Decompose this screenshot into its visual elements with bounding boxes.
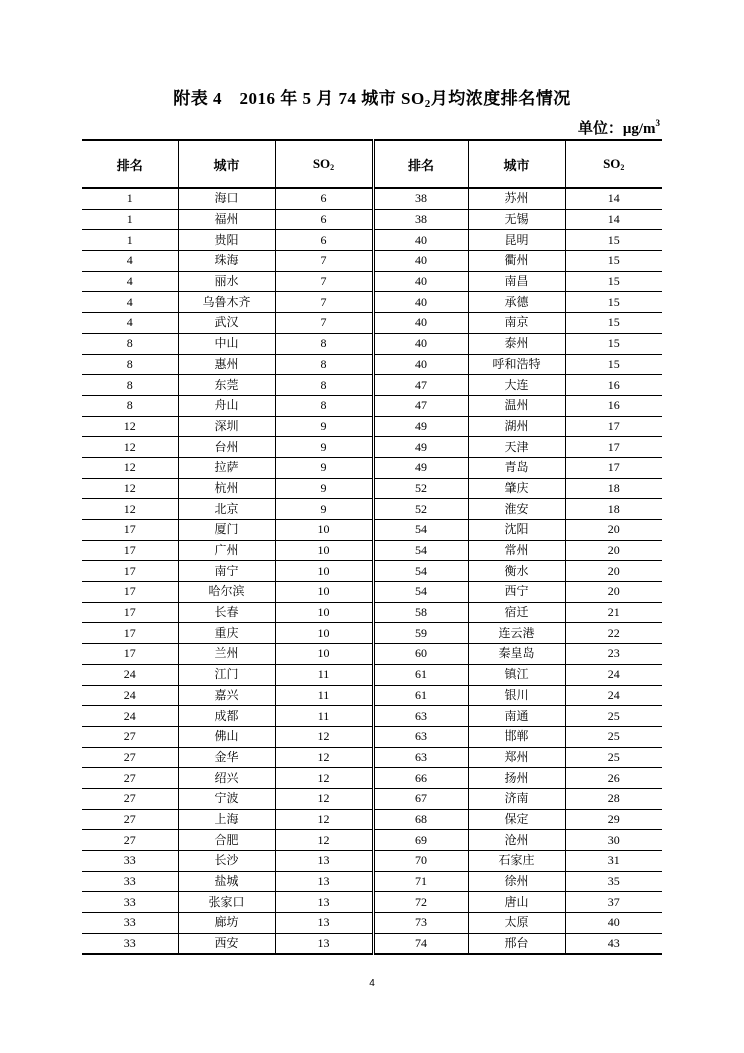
right-city-cell: 邢台 (468, 933, 565, 954)
right-city-cell: 承德 (468, 292, 565, 313)
left-rank-cell: 12 (82, 478, 178, 499)
right-rank-cell: 63 (373, 706, 468, 727)
left-city-cell: 贵阳 (178, 230, 275, 251)
right-city-cell: 石家庄 (468, 851, 565, 872)
right-so2-cell: 37 (565, 892, 662, 913)
left-rank-cell: 17 (82, 582, 178, 603)
left-city-cell: 兰州 (178, 644, 275, 665)
right-so2-cell: 15 (565, 230, 662, 251)
right-rank-cell: 47 (373, 375, 468, 396)
table-row (82, 457, 662, 478)
left-city-cell: 惠州 (178, 354, 275, 375)
left-so2-cell: 12 (275, 747, 373, 768)
ranking-table (82, 139, 662, 955)
right-so2-cell: 26 (565, 768, 662, 789)
table-row (82, 561, 662, 582)
left-so2-cell: 11 (275, 685, 373, 706)
table-row (82, 809, 662, 830)
right-city-cell: 银川 (468, 685, 565, 706)
right-city-cell: 昆明 (468, 230, 565, 251)
left-so2-cell: 12 (275, 830, 373, 851)
left-city-cell: 张家口 (178, 892, 275, 913)
right-so2-cell: 15 (565, 292, 662, 313)
left-city-cell: 中山 (178, 333, 275, 354)
left-rank-cell: 1 (82, 188, 178, 209)
left-city-cell: 绍兴 (178, 768, 275, 789)
left-rank-cell: 33 (82, 913, 178, 934)
table-row (82, 685, 662, 706)
left-city-cell: 广州 (178, 540, 275, 561)
unit-text: 单位：μg/m (577, 121, 656, 137)
left-rank-cell: 8 (82, 395, 178, 416)
left-city-cell: 嘉兴 (178, 685, 275, 706)
right-so2-cell: 15 (565, 354, 662, 375)
right-rank-cell: 61 (373, 664, 468, 685)
left-rank-cell: 4 (82, 271, 178, 292)
right-city-cell: 沧州 (468, 830, 565, 851)
right-rank-cell: 70 (373, 851, 468, 872)
table-row (82, 354, 662, 375)
left-so2-cell: 10 (275, 623, 373, 644)
left-so2-cell: 8 (275, 375, 373, 396)
right-so2-cell: 25 (565, 726, 662, 747)
left-so2-cell: 11 (275, 664, 373, 685)
left-city-cell: 北京 (178, 499, 275, 520)
right-rank-cell: 54 (373, 520, 468, 541)
right-city-cell: 西宁 (468, 582, 565, 603)
left-so2-cell: 12 (275, 768, 373, 789)
table-row (82, 499, 662, 520)
table-row (82, 230, 662, 251)
left-rank-cell: 12 (82, 416, 178, 437)
left-city-cell: 武汉 (178, 313, 275, 334)
right-city-cell: 太原 (468, 913, 565, 934)
table-row (82, 726, 662, 747)
header-city-left: 城市 (178, 140, 275, 188)
right-so2-cell: 16 (565, 375, 662, 396)
right-city-cell: 淮安 (468, 499, 565, 520)
table-row (82, 333, 662, 354)
left-so2-cell: 8 (275, 395, 373, 416)
right-rank-cell: 40 (373, 292, 468, 313)
right-rank-cell: 58 (373, 602, 468, 623)
header-so2-text: SO (603, 156, 621, 171)
left-so2-cell: 12 (275, 788, 373, 809)
right-so2-cell: 15 (565, 251, 662, 272)
right-city-cell: 南通 (468, 706, 565, 727)
left-rank-cell: 17 (82, 520, 178, 541)
right-so2-cell: 20 (565, 520, 662, 541)
left-rank-cell: 27 (82, 830, 178, 851)
right-city-cell: 郑州 (468, 747, 565, 768)
right-so2-cell: 17 (565, 437, 662, 458)
right-city-cell: 南京 (468, 313, 565, 334)
left-rank-cell: 33 (82, 933, 178, 954)
right-rank-cell: 40 (373, 271, 468, 292)
table-row (82, 437, 662, 458)
table-row (82, 768, 662, 789)
right-rank-cell: 63 (373, 747, 468, 768)
left-city-cell: 佛山 (178, 726, 275, 747)
right-rank-cell: 38 (373, 209, 468, 230)
left-city-cell: 上海 (178, 809, 275, 830)
right-rank-cell: 40 (373, 230, 468, 251)
table-row (82, 664, 662, 685)
left-rank-cell: 27 (82, 809, 178, 830)
left-rank-cell: 17 (82, 623, 178, 644)
table-row (82, 271, 662, 292)
left-so2-cell: 6 (275, 230, 373, 251)
right-rank-cell: 47 (373, 395, 468, 416)
right-so2-cell: 17 (565, 416, 662, 437)
left-so2-cell: 8 (275, 354, 373, 375)
right-rank-cell: 61 (373, 685, 468, 706)
table-row (82, 520, 662, 541)
right-city-cell: 徐州 (468, 871, 565, 892)
table-row (82, 478, 662, 499)
right-rank-cell: 68 (373, 809, 468, 830)
right-so2-cell: 24 (565, 664, 662, 685)
right-rank-cell: 54 (373, 540, 468, 561)
left-rank-cell: 12 (82, 437, 178, 458)
table-row (82, 188, 662, 209)
left-so2-cell: 8 (275, 333, 373, 354)
document-title (0, 84, 744, 110)
right-so2-cell: 40 (565, 913, 662, 934)
header-so2-subscript: 2 (620, 163, 625, 172)
left-city-cell: 乌鲁木齐 (178, 292, 275, 313)
left-city-cell: 成都 (178, 706, 275, 727)
left-rank-cell: 8 (82, 375, 178, 396)
left-city-cell: 厦门 (178, 520, 275, 541)
left-city-cell: 杭州 (178, 478, 275, 499)
right-rank-cell: 38 (373, 188, 468, 209)
table-row (82, 209, 662, 230)
right-city-cell: 衢州 (468, 251, 565, 272)
left-so2-cell: 10 (275, 561, 373, 582)
left-so2-cell: 13 (275, 933, 373, 954)
right-so2-cell: 14 (565, 209, 662, 230)
right-rank-cell: 54 (373, 582, 468, 603)
left-city-cell: 宁波 (178, 788, 275, 809)
right-so2-cell: 15 (565, 313, 662, 334)
table-row (82, 706, 662, 727)
right-so2-cell: 20 (565, 582, 662, 603)
left-so2-cell: 9 (275, 457, 373, 478)
left-rank-cell: 27 (82, 726, 178, 747)
left-rank-cell: 17 (82, 540, 178, 561)
left-city-cell: 东莞 (178, 375, 275, 396)
right-so2-cell: 23 (565, 644, 662, 665)
table-row (82, 623, 662, 644)
right-city-cell: 湖州 (468, 416, 565, 437)
right-rank-cell: 40 (373, 354, 468, 375)
left-rank-cell: 24 (82, 664, 178, 685)
left-rank-cell: 8 (82, 333, 178, 354)
left-so2-cell: 10 (275, 602, 373, 623)
table-row (82, 292, 662, 313)
right-rank-cell: 40 (373, 333, 468, 354)
left-city-cell: 长沙 (178, 851, 275, 872)
right-city-cell: 镇江 (468, 664, 565, 685)
left-rank-cell: 12 (82, 499, 178, 520)
left-so2-cell: 12 (275, 726, 373, 747)
left-so2-cell: 10 (275, 644, 373, 665)
right-city-cell: 衡水 (468, 561, 565, 582)
right-so2-cell: 25 (565, 706, 662, 727)
left-rank-cell: 27 (82, 768, 178, 789)
left-so2-cell: 13 (275, 913, 373, 934)
left-rank-cell: 33 (82, 892, 178, 913)
right-so2-cell: 24 (565, 685, 662, 706)
right-rank-cell: 49 (373, 416, 468, 437)
left-rank-cell: 17 (82, 561, 178, 582)
right-so2-cell: 35 (565, 871, 662, 892)
left-city-cell: 深圳 (178, 416, 275, 437)
left-city-cell: 福州 (178, 209, 275, 230)
left-so2-cell: 6 (275, 188, 373, 209)
right-rank-cell: 74 (373, 933, 468, 954)
right-city-cell: 宿迁 (468, 602, 565, 623)
right-city-cell: 青岛 (468, 457, 565, 478)
unit-label (578, 117, 660, 138)
right-city-cell: 肇庆 (468, 478, 565, 499)
right-so2-cell: 31 (565, 851, 662, 872)
left-so2-cell: 7 (275, 271, 373, 292)
right-rank-cell: 60 (373, 644, 468, 665)
left-city-cell: 海口 (178, 188, 275, 209)
right-so2-cell: 30 (565, 830, 662, 851)
left-rank-cell: 1 (82, 230, 178, 251)
left-rank-cell: 17 (82, 602, 178, 623)
right-city-cell: 邯郸 (468, 726, 565, 747)
table-row (82, 602, 662, 623)
right-so2-cell: 17 (565, 457, 662, 478)
left-city-cell: 丽水 (178, 271, 275, 292)
left-so2-cell: 9 (275, 437, 373, 458)
right-city-cell: 常州 (468, 540, 565, 561)
right-so2-cell: 16 (565, 395, 662, 416)
table-row (82, 892, 662, 913)
left-so2-cell: 7 (275, 292, 373, 313)
right-rank-cell: 49 (373, 457, 468, 478)
left-rank-cell: 8 (82, 354, 178, 375)
left-city-cell: 拉萨 (178, 457, 275, 478)
header-rank-right: 排名 (373, 140, 468, 188)
left-so2-cell: 10 (275, 540, 373, 561)
right-city-cell: 济南 (468, 788, 565, 809)
left-city-cell: 舟山 (178, 395, 275, 416)
left-city-cell: 合肥 (178, 830, 275, 851)
table-row (82, 851, 662, 872)
right-so2-cell: 29 (565, 809, 662, 830)
left-rank-cell: 4 (82, 292, 178, 313)
page-number: 4 (369, 978, 375, 989)
left-so2-cell: 13 (275, 851, 373, 872)
right-city-cell: 沈阳 (468, 520, 565, 541)
right-city-cell: 保定 (468, 809, 565, 830)
left-so2-cell: 10 (275, 520, 373, 541)
header-city-right: 城市 (468, 140, 565, 188)
title-prefix: 附表 4 2016 年 5 月 74 城市 SO (173, 89, 425, 108)
table-row (82, 395, 662, 416)
right-city-cell: 大连 (468, 375, 565, 396)
right-rank-cell: 63 (373, 726, 468, 747)
right-rank-cell: 59 (373, 623, 468, 644)
left-so2-cell: 9 (275, 499, 373, 520)
right-city-cell: 无锡 (468, 209, 565, 230)
right-so2-cell: 28 (565, 788, 662, 809)
left-city-cell: 台州 (178, 437, 275, 458)
right-rank-cell: 71 (373, 871, 468, 892)
left-so2-cell: 10 (275, 582, 373, 603)
table-row (82, 313, 662, 334)
right-rank-cell: 73 (373, 913, 468, 934)
left-rank-cell: 4 (82, 313, 178, 334)
left-rank-cell: 27 (82, 747, 178, 768)
right-city-cell: 扬州 (468, 768, 565, 789)
left-so2-cell: 6 (275, 209, 373, 230)
right-city-cell: 天津 (468, 437, 565, 458)
right-so2-cell: 43 (565, 933, 662, 954)
table-row (82, 644, 662, 665)
left-rank-cell: 4 (82, 251, 178, 272)
left-city-cell: 珠海 (178, 251, 275, 272)
header-rank-left: 排名 (82, 140, 178, 188)
left-so2-cell: 11 (275, 706, 373, 727)
table-row (82, 747, 662, 768)
left-rank-cell: 17 (82, 644, 178, 665)
left-city-cell: 西安 (178, 933, 275, 954)
right-rank-cell: 40 (373, 251, 468, 272)
left-rank-cell: 24 (82, 685, 178, 706)
left-rank-cell: 33 (82, 871, 178, 892)
right-so2-cell: 15 (565, 271, 662, 292)
left-so2-cell: 12 (275, 809, 373, 830)
left-city-cell: 廊坊 (178, 913, 275, 934)
left-so2-cell: 13 (275, 871, 373, 892)
right-so2-cell: 25 (565, 747, 662, 768)
right-city-cell: 南昌 (468, 271, 565, 292)
header-so2-right (565, 140, 662, 188)
right-rank-cell: 52 (373, 499, 468, 520)
right-rank-cell: 52 (373, 478, 468, 499)
header-so2-text: SO (312, 156, 331, 171)
title-subscript: 2 (424, 98, 431, 110)
right-city-cell: 连云港 (468, 623, 565, 644)
right-city-cell: 温州 (468, 395, 565, 416)
left-so2-cell: 9 (275, 478, 373, 499)
left-city-cell: 金华 (178, 747, 275, 768)
right-rank-cell: 66 (373, 768, 468, 789)
title-suffix: 月均浓度排名情况 (430, 89, 571, 108)
table-row (82, 375, 662, 396)
table-body (82, 188, 662, 954)
right-so2-cell: 18 (565, 478, 662, 499)
right-city-cell: 呼和浩特 (468, 354, 565, 375)
right-city-cell: 秦皇岛 (468, 644, 565, 665)
table-row (82, 788, 662, 809)
table-row (82, 871, 662, 892)
right-rank-cell: 72 (373, 892, 468, 913)
right-so2-cell: 18 (565, 499, 662, 520)
left-city-cell: 盐城 (178, 871, 275, 892)
left-rank-cell: 33 (82, 851, 178, 872)
right-city-cell: 苏州 (468, 188, 565, 209)
right-so2-cell: 22 (565, 623, 662, 644)
right-city-cell: 泰州 (468, 333, 565, 354)
left-rank-cell: 24 (82, 706, 178, 727)
right-so2-cell: 20 (565, 540, 662, 561)
left-so2-cell: 9 (275, 416, 373, 437)
left-city-cell: 江门 (178, 664, 275, 685)
header-so2-subscript: 2 (330, 163, 335, 172)
left-so2-cell: 13 (275, 892, 373, 913)
right-so2-cell: 20 (565, 561, 662, 582)
right-rank-cell: 54 (373, 561, 468, 582)
table-row (82, 416, 662, 437)
left-rank-cell: 12 (82, 457, 178, 478)
right-so2-cell: 21 (565, 602, 662, 623)
right-rank-cell: 69 (373, 830, 468, 851)
left-city-cell: 南宁 (178, 561, 275, 582)
table-header-row (82, 140, 662, 188)
right-rank-cell: 49 (373, 437, 468, 458)
left-city-cell: 重庆 (178, 623, 275, 644)
table-row (82, 933, 662, 954)
unit-superscript: 3 (655, 118, 660, 128)
table-row (82, 251, 662, 272)
left-city-cell: 哈尔滨 (178, 582, 275, 603)
left-so2-cell: 7 (275, 251, 373, 272)
table-row (82, 540, 662, 561)
left-so2-cell: 7 (275, 313, 373, 334)
right-rank-cell: 40 (373, 313, 468, 334)
table-row (82, 913, 662, 934)
right-rank-cell: 67 (373, 788, 468, 809)
table-row (82, 830, 662, 851)
left-rank-cell: 27 (82, 788, 178, 809)
right-so2-cell: 14 (565, 188, 662, 209)
left-city-cell: 长春 (178, 602, 275, 623)
right-so2-cell: 15 (565, 333, 662, 354)
table-row (82, 582, 662, 603)
header-so2-left (275, 140, 373, 188)
left-rank-cell: 1 (82, 209, 178, 230)
right-city-cell: 唐山 (468, 892, 565, 913)
